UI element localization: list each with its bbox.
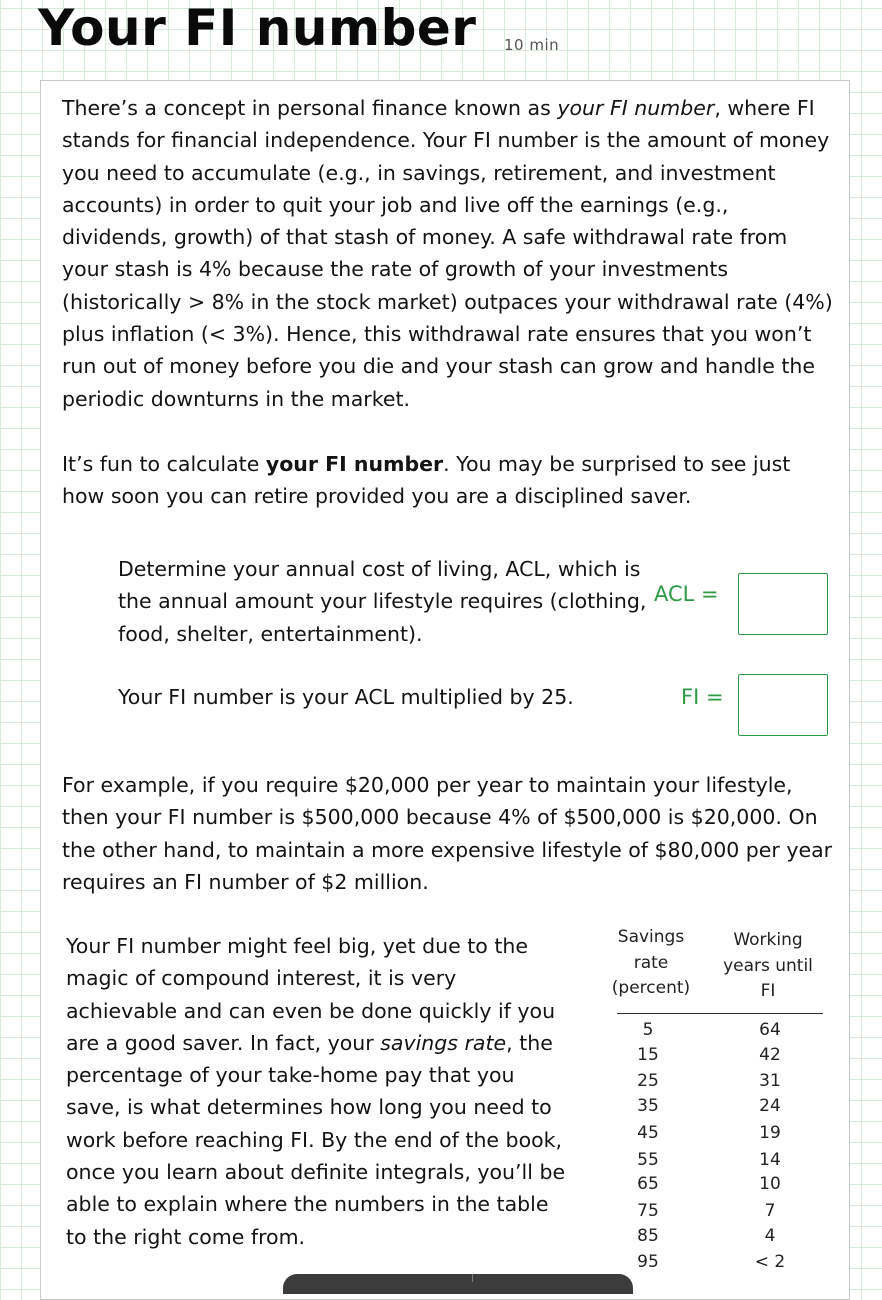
- savings-rate-cell: 75: [637, 1201, 659, 1221]
- savings-rate-cell: 55: [637, 1150, 659, 1170]
- acl-answer-box[interactable]: [738, 573, 828, 635]
- intro-text-end: , where FI stands for financial independence. Your FI number is the amount of money you need to accumulate (e.g., in savings, retirement, and investment accounts) in order to quit your job and live off the earnings (e.g., dividends, growth) of that stash of money. A safe withdrawal rate from your stash is 4% because the rate of growth of your investments (historically > 8% in the stock market) outpaces your withdrawal rate (4%) plus inflation (< 3%). Hence, this withdrawal rate ensures that you won’t run out of money before you die and your stash can grow and handle the periodic downturns in the market.: [62, 96, 833, 411]
- savings-rate-term: savings rate: [380, 1030, 507, 1055]
- working-years-cell: 64: [759, 1020, 781, 1040]
- fi-label: FI =: [681, 685, 724, 709]
- savings-rate-cell: 35: [637, 1096, 659, 1116]
- working-header-line-1: Working: [733, 930, 803, 950]
- example-paragraph: For example, if you require $20,000 per year to maintain your lifestyle, then your FI number is $500,000 because 4% of $500,000 is $20,000. On the other hand, to maintain a more expensive lifestyle of $80,000 per year requires an FI number of $2 million.: [62, 773, 833, 894]
- page-title: Your FI number: [38, 0, 477, 57]
- acl-label: ACL =: [654, 582, 719, 606]
- savings-header-line-1: Savings: [617, 927, 685, 947]
- working-header-line-3: FI: [760, 981, 776, 1001]
- savings-rate-cell: 85: [637, 1226, 659, 1246]
- working-years-cell: < 2: [754, 1252, 786, 1272]
- fi-answer-box[interactable]: [738, 674, 828, 736]
- calculate-text-end: . You may be surprised to see just how soon you can retire provided you are a disciplined saver.: [62, 452, 791, 509]
- compound-text-end: , the percentage of your take-home pay that you save, is what determines how long you need to work before reaching FI. By the end of the book, once you learn about definite integrals, you’ll be able to explain where the numbers in the table to the right come from.: [66, 1030, 566, 1249]
- working-years-cell: 14: [759, 1150, 781, 1170]
- fi-instruction: Your FI number is your ACL multiplied by 25.: [118, 685, 574, 709]
- working-years-cell: 19: [759, 1123, 781, 1143]
- intro-text-start: There’s a concept in personal finance known as: [62, 96, 558, 120]
- fi-number-term: your FI number: [557, 96, 715, 120]
- working-years-header: [718, 928, 818, 1005]
- table-header-rule: [617, 1013, 823, 1014]
- reading-time-badge: 10 min: [504, 36, 560, 54]
- fi-number-strong: your FI number: [265, 452, 444, 476]
- toolbar-divider: [472, 1274, 473, 1282]
- savings-rate-cell: 5: [642, 1020, 654, 1040]
- working-years-cell: 31: [759, 1071, 781, 1091]
- savings-header-line-2: rate: [633, 952, 669, 973]
- working-header-line-2: years until: [723, 955, 813, 976]
- bottom-toolbar[interactable]: [283, 1274, 633, 1294]
- savings-rate-cell: 25: [637, 1071, 659, 1091]
- working-years-cell: 24: [759, 1096, 781, 1116]
- acl-instruction: Determine your annual cost of living, ACL, which is the annual amount your lifestyle requires (clothing, food, shelter, entertainment).: [118, 557, 647, 646]
- calculate-paragraph: [62, 448, 838, 513]
- savings-rate-cell: 45: [637, 1123, 659, 1143]
- working-years-cell: 42: [759, 1045, 781, 1065]
- working-years-cell: 7: [764, 1201, 776, 1221]
- savings-rate-cell: 95: [637, 1252, 659, 1272]
- savings-rate-cell: 15: [637, 1045, 659, 1065]
- working-years-cell: 4: [764, 1226, 776, 1246]
- working-years-cell: 10: [759, 1174, 781, 1194]
- calculate-text-start: It’s fun to calculate: [62, 452, 266, 476]
- intro-paragraph: [62, 92, 838, 415]
- savings-rate-header: [606, 925, 696, 1002]
- savings-rate-cell: 65: [637, 1174, 659, 1194]
- compound-text-start: Your FI number might feel big, yet due to the magic of compound interest, it is very achievable and can even be done quickly if you are a good saver. In fact, your: [66, 934, 556, 1055]
- savings-header-line-3: (percent): [611, 978, 691, 998]
- compound-interest-paragraph: [66, 930, 566, 1253]
